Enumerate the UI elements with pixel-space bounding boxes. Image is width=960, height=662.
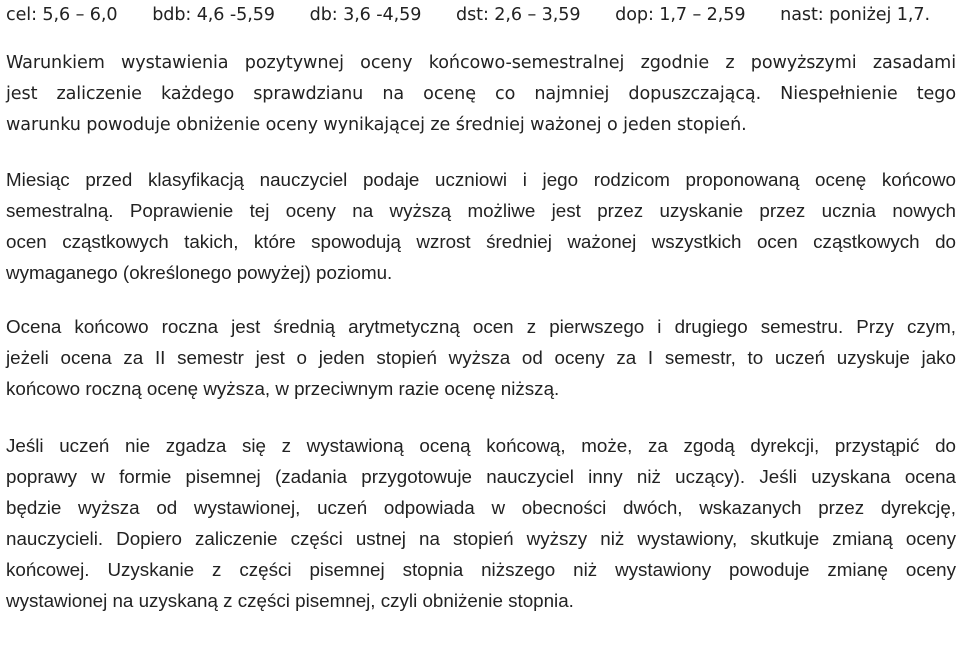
paragraph-line: Jeśli uczeń nie zgadza się z wystawioną oceną końcową, może, za zgodą dyrekcji, przystąpić do (6, 435, 956, 456)
paragraph-line: wymaganego (określonego powyżej) poziomu. (6, 262, 393, 283)
paragraph-appeal-procedure (6, 430, 956, 616)
threshold-dop: dop: 1,7 – 2,59 (615, 5, 746, 25)
threshold-nast: nast: poniżej 1,7. (780, 5, 930, 25)
paragraph-line: jest zaliczenie każdego sprawdzianu na ocenę co najmniej dopuszczającą. Niespełnienie tego (6, 84, 956, 104)
paragraph-line: ocen cząstkowych takich, które spowodują wzrost średniej ważonej wszystkich ocen cząstkowych do (6, 231, 956, 252)
paragraph-line: końcowej. Uzyskanie z części pisemnej stopnia niższego niż wystawiony powoduje zmianę oceny (6, 559, 956, 580)
threshold-dst: dst: 2,6 – 3,59 (456, 5, 581, 25)
paragraph-line: Ocena końcowo roczna jest średnią arytmetyczną ocen z pierwszego i drugiego semestru. Przy czym, (6, 316, 956, 337)
threshold-db: db: 3,6 -4,59 (309, 5, 422, 25)
paragraph-line: nauczycieli. Dopiero zaliczenie części ustnej na stopień wyższy niż wystawiony, skutkuje zmianą oceny (6, 528, 956, 549)
paragraph-proposed-grade (6, 164, 956, 288)
paragraph-line: będzie wyższa od wystawionej, uczeń odpowiada w obecności dwóch, wskazanych przez dyrekcję, (6, 497, 956, 518)
threshold-cel: cel: 5,6 – 6,0 (6, 5, 118, 25)
threshold-bdb: bdb: 4,6 -5,59 (152, 5, 275, 25)
document-page (6, 0, 956, 616)
paragraph-line: poprawy w formie pisemnej (zadania przygotowuje nauczyciel inny niż uczący). Jeśli uzyskana ocena (6, 466, 956, 487)
paragraph-line: semestralną. Poprawienie tej oceny na wyższą możliwe jest przez uzyskanie przez ucznia nowych (6, 200, 956, 221)
paragraph-line: końcowo roczną ocenę wyższa, w przeciwnym razie ocenę niższą. (6, 378, 560, 399)
paragraph-line: Warunkiem wystawienia pozytywnej oceny końcowo-semestralnej zgodnie z powyższymi zasadami (6, 53, 956, 73)
paragraph-line: jeżeli ocena za II semestr jest o jeden stopień wyższa od oceny za I semestr, to uczeń uzyskuje jako (6, 347, 956, 368)
paragraph-line: warunku powoduje obniżenie oceny wynikającej ze średniej ważonej o jeden stopień. (6, 115, 747, 135)
paragraph-line: wystawionej na uzyskaną z części pisemnej, czyli obniżenie stopnia. (6, 590, 574, 611)
paragraph-annual-grade (6, 311, 956, 404)
paragraph-grading-condition (6, 48, 956, 141)
grade-thresholds-line (6, 0, 930, 31)
paragraph-line: Miesiąc przed klasyfikacją nauczyciel podaje uczniowi i jego rodzicom proponowaną ocenę końcowo (6, 169, 956, 190)
